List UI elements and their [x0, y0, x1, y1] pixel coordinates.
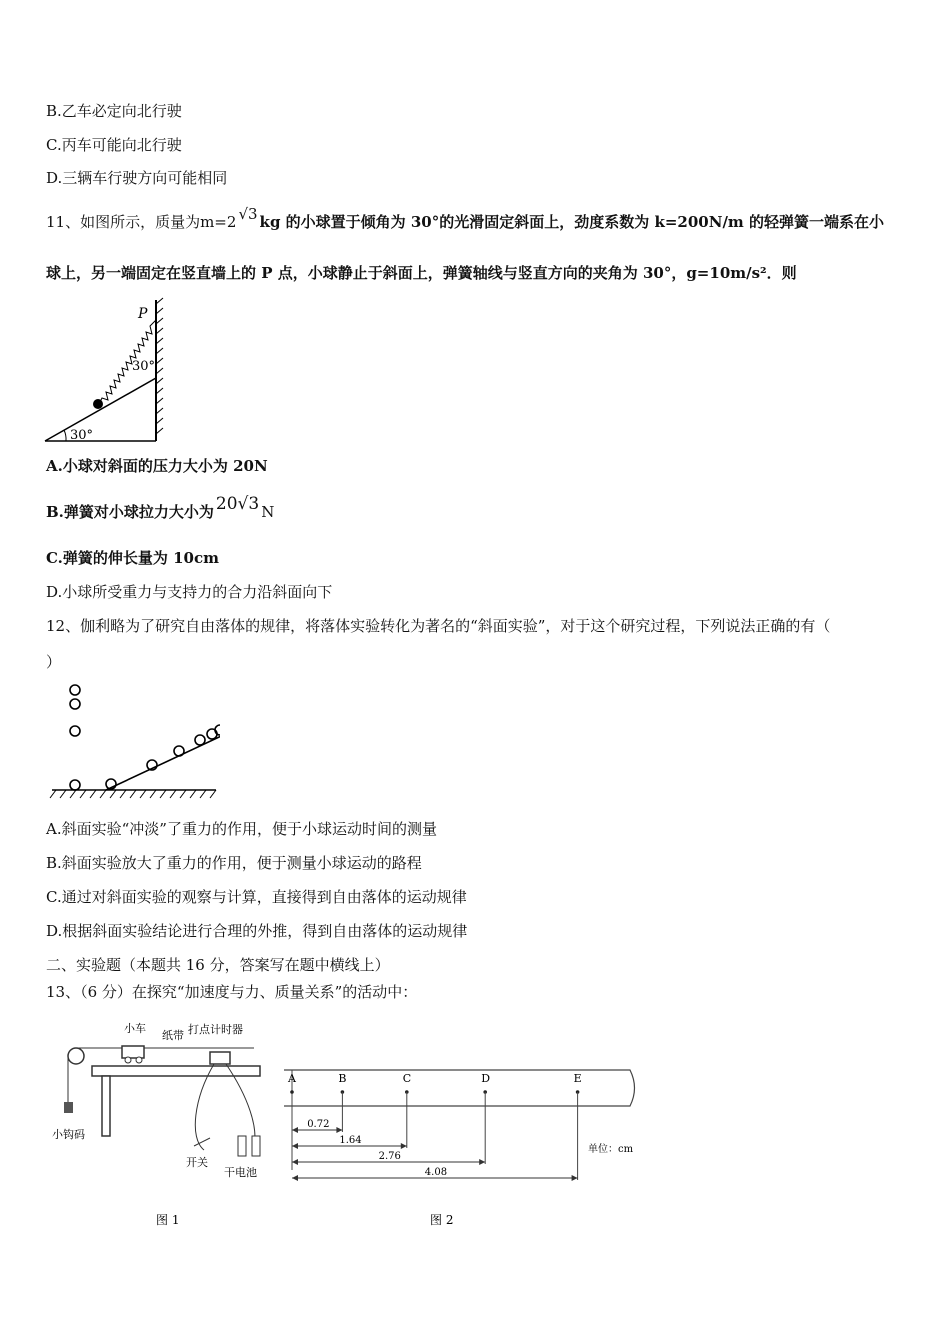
q13-fig2-caption: 图 2: [430, 1213, 454, 1227]
q11-angle-bottom: 30°: [70, 428, 94, 443]
q13-figure2: [280, 1066, 640, 1234]
q11-label-p: P: [138, 306, 148, 322]
q12-balls: [70, 685, 220, 790]
q10-option-d: D.三辆车行驶方向可能相同: [46, 169, 228, 187]
q11-option-a: A.小球对斜面的压力大小为 20N: [46, 457, 268, 475]
q13-fig1-battery-label: 干电池: [224, 1166, 257, 1179]
q13-table-top: [92, 1066, 260, 1076]
q12-stem-line1: 12、伽利略为了研究自由落体的规律，将落体实验转化为著名的“斜面实验”，对于这个研究过程，下列说法正确的有（: [46, 617, 831, 635]
tape-arrow-right: [336, 1127, 342, 1133]
q12-stem-line2: ）: [46, 653, 62, 671]
q11-stem-part2: kg 的小球置于倾角为 30°的光滑固定斜面上，劲度系数为 k=200N/m 的轻弹簧一端系在小: [259, 213, 885, 231]
q11-angle-top: 30°: [132, 359, 156, 374]
q11-option-b-prefix: B.弹簧对小球拉力大小为: [46, 503, 214, 521]
q13-battery: [252, 1136, 260, 1156]
q13-fig1-cart-label: 小车: [124, 1022, 146, 1035]
tape-arrow-left: [292, 1127, 298, 1133]
q11-option-d: D.小球所受重力与支持力的合力沿斜面向下: [46, 583, 333, 601]
q11-option-c: C.弹簧的伸长量为 10cm: [46, 549, 219, 567]
q13-stem: 13、（6 分）在探究“加速度与力、质量关系”的活动中：: [46, 983, 418, 1001]
tape-point-label: C: [402, 1072, 412, 1085]
tape-point-label: A: [288, 1072, 296, 1085]
q11-stem-part1: 11、如图所示，质量为m=2: [46, 213, 237, 231]
q12-galileo-figure: [48, 682, 220, 800]
tape-arrow-right: [479, 1159, 485, 1165]
q10-option-b: B.乙车必定向北行驶: [46, 102, 182, 120]
q11-angle-arc: [64, 430, 66, 441]
q13-pulley: [68, 1048, 84, 1064]
tape-point-label: D: [481, 1072, 491, 1085]
tape-distance-label: 0.72: [307, 1119, 330, 1130]
section2-heading: 二、实验题（本题共 16 分，答案写在题中横线上）: [46, 956, 390, 974]
q13-weight: [64, 1102, 73, 1113]
q11-stem-line1: [46, 205, 885, 232]
q11-ball: [93, 399, 103, 409]
q12-option-a: A.斜面实验“冲淡”了重力的作用，便于小球运动时间的测量: [46, 820, 437, 838]
q11-incline: [45, 378, 156, 441]
q10-option-c: C.丙车可能向北行驶: [46, 136, 182, 154]
q13-cart-wheel: [136, 1057, 142, 1063]
q11-option-b-value: 20√3: [215, 494, 260, 514]
q13-fig2-unit: 单位：cm: [588, 1144, 634, 1155]
q11-option-b: [46, 494, 275, 522]
tape-point-label: B: [338, 1072, 347, 1085]
q13-fig1-weight-label: 小钩码: [52, 1128, 85, 1141]
q12-ground-hatching: [50, 790, 216, 798]
q13-battery: [238, 1136, 246, 1156]
q12-option-c: C.通过对斜面实验的观察与计算，直接得到自由落体的运动规律: [46, 888, 467, 906]
tape-distance-label: 1.64: [339, 1135, 362, 1146]
q13-fig1-switch-label: 开关: [186, 1156, 208, 1169]
q12-option-b: B.斜面实验放大了重力的作用，便于测量小球运动的路程: [46, 854, 422, 872]
tape-arrow-left: [292, 1143, 298, 1149]
tape-arrow-left: [292, 1175, 298, 1181]
q13-timer: [210, 1052, 230, 1064]
q11-stem-line2: 球上，另一端固定在竖直墙上的 P 点，小球静止于斜面上，弹簧轴线与竖直方向的夹角为 30°，g=10m/s²．则: [46, 264, 797, 282]
q13-fig1-timer-label: 打点计时器: [188, 1023, 243, 1036]
q13-fig1-tape-label: 纸带: [162, 1029, 184, 1042]
q13-fig1-caption: 图 1: [156, 1213, 180, 1227]
q11-sqrt3: √3: [238, 205, 258, 223]
tape-arrow-left: [292, 1159, 298, 1165]
q13-table-leg: [102, 1076, 110, 1136]
tape-distance-label: 4.08: [424, 1167, 448, 1178]
tape-arrow-right: [401, 1143, 407, 1149]
q13-figure1: [44, 1018, 264, 1234]
q11-option-b-unit: N: [261, 503, 275, 521]
q11-incline-figure: [40, 296, 170, 446]
q13-cart: [122, 1046, 144, 1058]
tape-dot: [290, 1090, 294, 1094]
q12-option-d: D.根据斜面实验结论进行合理的外推，得到自由落体的运动规律: [46, 922, 468, 940]
q13-cart-wheel: [125, 1057, 131, 1063]
q13-wire: [195, 1064, 214, 1150]
tape-point-label: E: [573, 1072, 582, 1085]
q12-incline: [106, 732, 220, 790]
q13-tape: [284, 1070, 635, 1106]
q11-wall-hatching: [156, 298, 163, 434]
tape-distance-label: 2.76: [378, 1151, 401, 1162]
q13-switch: [194, 1138, 210, 1146]
tape-arrow-right: [572, 1175, 578, 1181]
